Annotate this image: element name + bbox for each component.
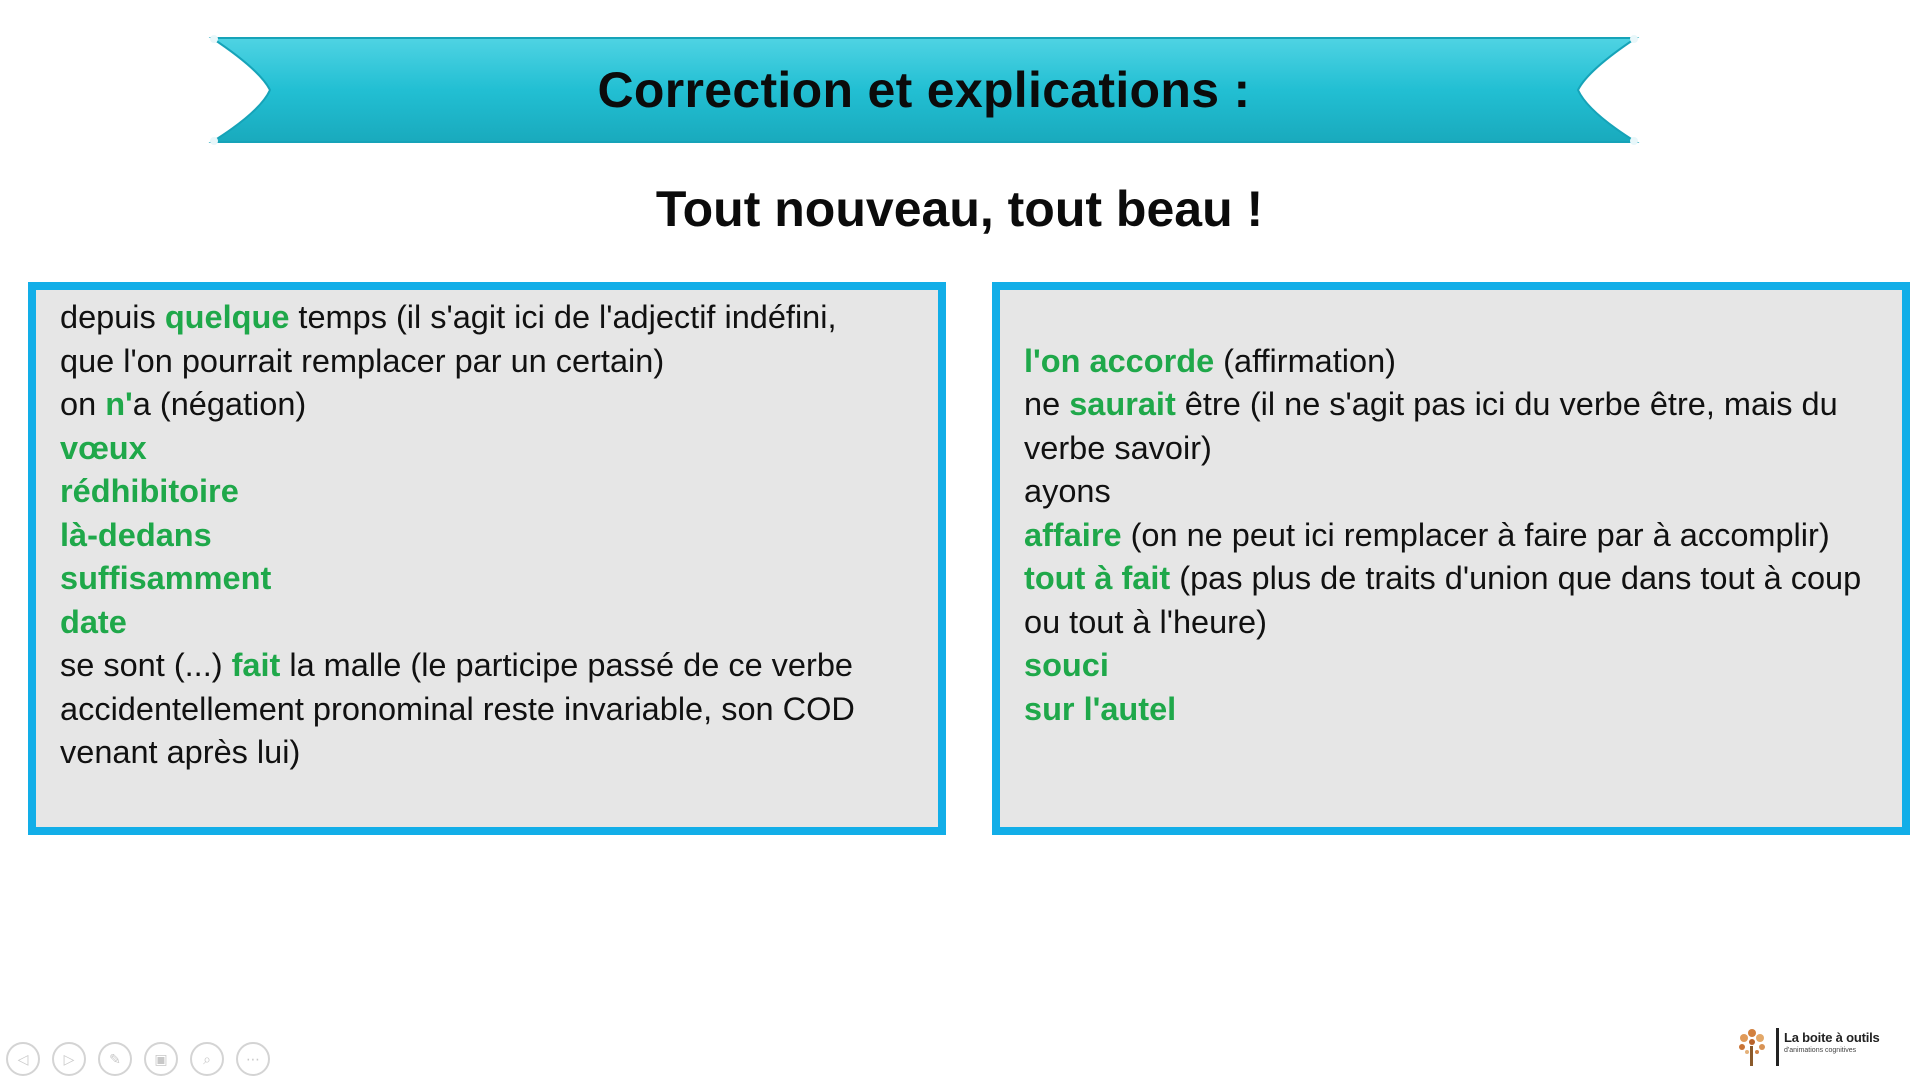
corrected-word: là-dedans bbox=[60, 516, 212, 553]
corrected-word: tout à fait bbox=[1024, 560, 1171, 596]
answer-line bbox=[60, 470, 902, 514]
answer-line bbox=[1024, 296, 1866, 340]
logo-subtitle: d'animations cognitives bbox=[1784, 1047, 1857, 1054]
explanation-text: verbe savoir) bbox=[1024, 429, 1212, 466]
explanation-text: accidentellement pronominal reste invariable, son COD bbox=[60, 690, 855, 727]
answer-line bbox=[60, 644, 902, 688]
slides-icon: ▣ bbox=[154, 1050, 168, 1067]
answer-line bbox=[1024, 601, 1866, 645]
answer-line bbox=[1024, 427, 1866, 471]
answer-line bbox=[60, 383, 902, 427]
explanation-text: la malle (le participe passé de ce verbe bbox=[280, 647, 853, 683]
answer-line bbox=[1024, 340, 1866, 384]
corrected-word: date bbox=[60, 603, 127, 640]
magnifier-icon: ⌕ bbox=[203, 1050, 211, 1067]
zoom-button[interactable] bbox=[190, 1042, 224, 1076]
corrected-word: quelque bbox=[164, 299, 290, 335]
explanation-text: ou tout à l'heure) bbox=[1024, 603, 1267, 640]
answer-line bbox=[60, 557, 902, 601]
explanation-text: ayons bbox=[1024, 473, 1111, 509]
banner-title: Correction et explications : bbox=[597, 62, 1251, 118]
answer-line bbox=[1024, 514, 1866, 558]
title-banner bbox=[208, 34, 1640, 146]
explanation-text: a (négation) bbox=[132, 386, 307, 422]
answer-line bbox=[1024, 383, 1866, 427]
corrected-word: suffisamment bbox=[60, 560, 272, 596]
answer-line bbox=[60, 514, 902, 558]
corrected-word: sur l'autel bbox=[1024, 690, 1177, 727]
explanation-text: on bbox=[60, 386, 106, 422]
left-panel-text bbox=[60, 296, 902, 775]
answer-line bbox=[1024, 644, 1866, 688]
explanation-text: que l'on pourrait remplacer par un certain) bbox=[60, 342, 665, 379]
pen-tool-button[interactable] bbox=[98, 1042, 132, 1076]
answer-line bbox=[60, 601, 902, 645]
corrected-word: fait bbox=[231, 647, 281, 683]
more-options-button[interactable] bbox=[236, 1042, 270, 1076]
explanation-text: (affirmation) bbox=[1214, 342, 1396, 379]
previous-slide-button[interactable] bbox=[6, 1042, 40, 1076]
right-panel-text bbox=[1024, 296, 1866, 731]
answer-line bbox=[60, 688, 902, 732]
corrected-word: saurait bbox=[1069, 386, 1176, 422]
corrected-word: n' bbox=[105, 386, 133, 422]
corrected-word: rédhibitoire bbox=[60, 473, 239, 509]
explanation-text: venant après lui) bbox=[60, 734, 301, 770]
explanation-text: (pas plus de traits d'union que dans tout à coup bbox=[1170, 560, 1862, 596]
arrow-left-icon: ◁ bbox=[17, 1050, 29, 1067]
answer-line bbox=[60, 731, 902, 775]
answer-line bbox=[60, 427, 902, 471]
explanation-text: temps (il s'agit ici de l'adjectif indéfini, bbox=[289, 299, 837, 335]
slides-overview-button[interactable] bbox=[144, 1042, 178, 1076]
corrected-word: affaire bbox=[1024, 516, 1122, 553]
answer-line bbox=[1024, 470, 1866, 514]
answer-line bbox=[60, 340, 902, 384]
explanation-text: (on ne peut ici remplacer à faire par à accomplir) bbox=[1121, 516, 1830, 553]
left-answer-panel bbox=[28, 282, 946, 835]
explanation-text: se sont (...) bbox=[60, 647, 232, 683]
answer-line bbox=[1024, 688, 1866, 732]
explanation-text: depuis bbox=[60, 299, 165, 335]
explanation-text: être (il ne s'agit pas ici du verbe être, mais du bbox=[1175, 386, 1838, 422]
logo-divider bbox=[1776, 1028, 1779, 1066]
ellipsis-icon: ⋯ bbox=[246, 1050, 260, 1067]
slide-subtitle: Tout nouveau, tout beau ! bbox=[655, 181, 1264, 237]
answer-line bbox=[60, 296, 902, 340]
right-answer-panel bbox=[992, 282, 1910, 835]
arrow-right-icon: ▷ bbox=[63, 1050, 75, 1067]
explanation-text: ne bbox=[1024, 386, 1070, 422]
answer-line bbox=[1024, 557, 1866, 601]
corrected-word: souci bbox=[1024, 647, 1109, 683]
tree-logo-icon bbox=[1732, 1024, 1772, 1070]
next-slide-button[interactable] bbox=[52, 1042, 86, 1076]
corrected-word: l'on accorde bbox=[1024, 342, 1215, 379]
logo bbox=[1732, 1024, 1892, 1070]
logo-title: La boite à outils bbox=[1784, 1030, 1880, 1045]
pen-icon: ✎ bbox=[109, 1050, 121, 1067]
corrected-word: vœux bbox=[60, 429, 147, 466]
slideshow-controls bbox=[6, 1042, 270, 1076]
